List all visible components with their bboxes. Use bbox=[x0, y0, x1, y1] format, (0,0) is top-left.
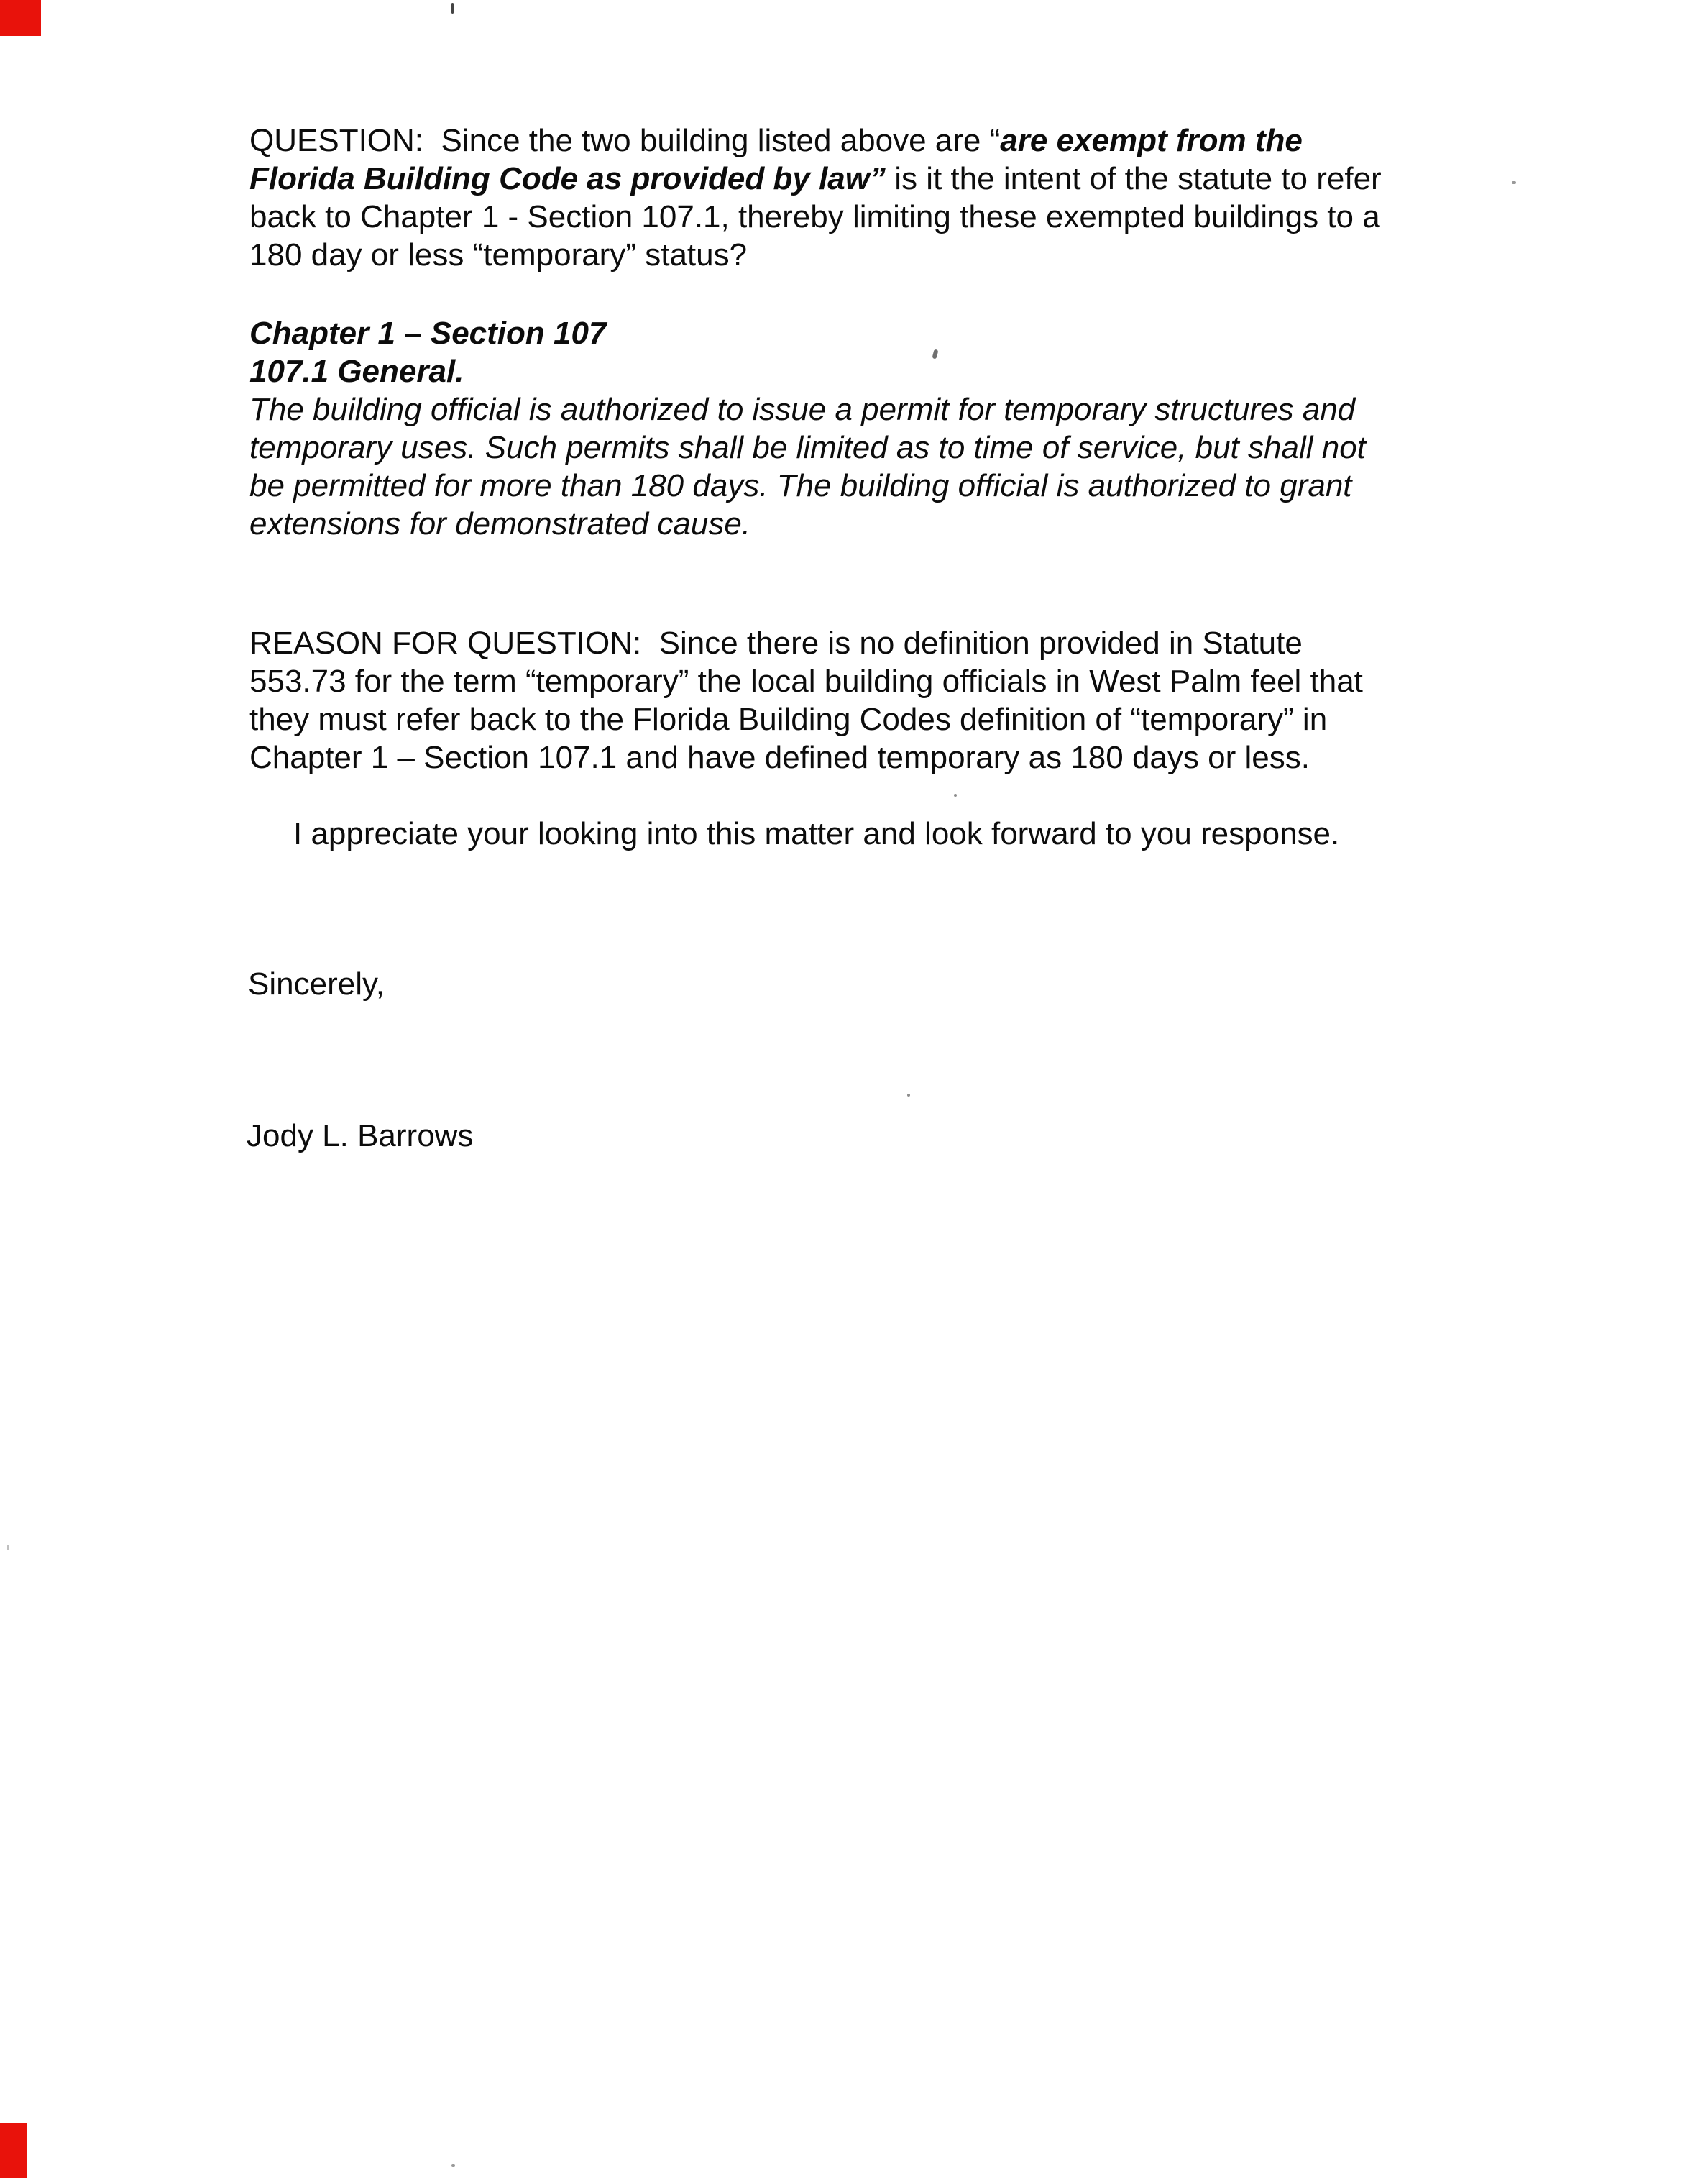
question-line-1-emphasis: are exempt from the bbox=[1000, 123, 1303, 158]
question-line-2 bbox=[249, 160, 1382, 198]
code-section-body-line-3: be permitted for more than 180 days. The building official is authorized to grant bbox=[249, 468, 1352, 503]
scan-speck bbox=[1512, 181, 1516, 184]
code-section-body-line-2: temporary uses. Such permits shall be limited as to time of service, but shall not bbox=[249, 430, 1366, 465]
reason-paragraph bbox=[249, 624, 1363, 777]
reason-line-2: 553.73 for the term “temporary” the local building officials in West Palm feel that bbox=[249, 664, 1363, 699]
red-scan-mark-bottom-left bbox=[0, 2123, 27, 2178]
reason-line-1: REASON FOR QUESTION: Since there is no definition provided in Statute bbox=[249, 626, 1303, 661]
question-line-1-regular: QUESTION: Since the two building listed above are “ bbox=[249, 123, 1001, 158]
code-section-quote bbox=[249, 314, 1366, 543]
salutation-text: Sincerely, bbox=[248, 966, 385, 1002]
scan-speck bbox=[451, 3, 454, 14]
question-line-3: back to Chapter 1 - Section 107.1, thereby limiting these exempted buildings to a bbox=[249, 199, 1380, 234]
scan-speck bbox=[954, 794, 957, 797]
question-line-2-regular: is it the intent of the statute to refer bbox=[885, 161, 1382, 196]
code-section-subheading: 107.1 General. bbox=[249, 354, 464, 389]
red-scan-mark-top-left bbox=[0, 0, 41, 36]
scan-speck bbox=[907, 1094, 910, 1097]
reason-line-3: they must refer back to the Florida Building Codes definition of “temporary” in bbox=[249, 702, 1328, 737]
question-line-2-emphasis: Florida Building Code as provided by law” bbox=[249, 161, 886, 196]
question-paragraph bbox=[249, 122, 1382, 274]
scan-speck bbox=[451, 2164, 455, 2167]
code-section-body-line-1: The building official is authorized to issue a permit for temporary structures and bbox=[249, 392, 1356, 427]
salutation bbox=[248, 965, 385, 1003]
question-line-1 bbox=[249, 122, 1382, 160]
appreciation-line bbox=[293, 815, 1339, 853]
code-section-body-line-4: extensions for demonstrated cause. bbox=[249, 506, 751, 541]
signature-name bbox=[247, 1117, 473, 1155]
appreciation-text: I appreciate your looking into this matter and look forward to you response. bbox=[293, 816, 1340, 851]
question-line-4: 180 day or less “temporary” status? bbox=[249, 237, 748, 273]
scan-speck bbox=[7, 1545, 9, 1550]
signature-name-text: Jody L. Barrows bbox=[247, 1118, 474, 1153]
reason-line-4: Chapter 1 – Section 107.1 and have defined temporary as 180 days or less. bbox=[249, 740, 1310, 775]
code-section-heading: Chapter 1 – Section 107 bbox=[249, 316, 607, 351]
